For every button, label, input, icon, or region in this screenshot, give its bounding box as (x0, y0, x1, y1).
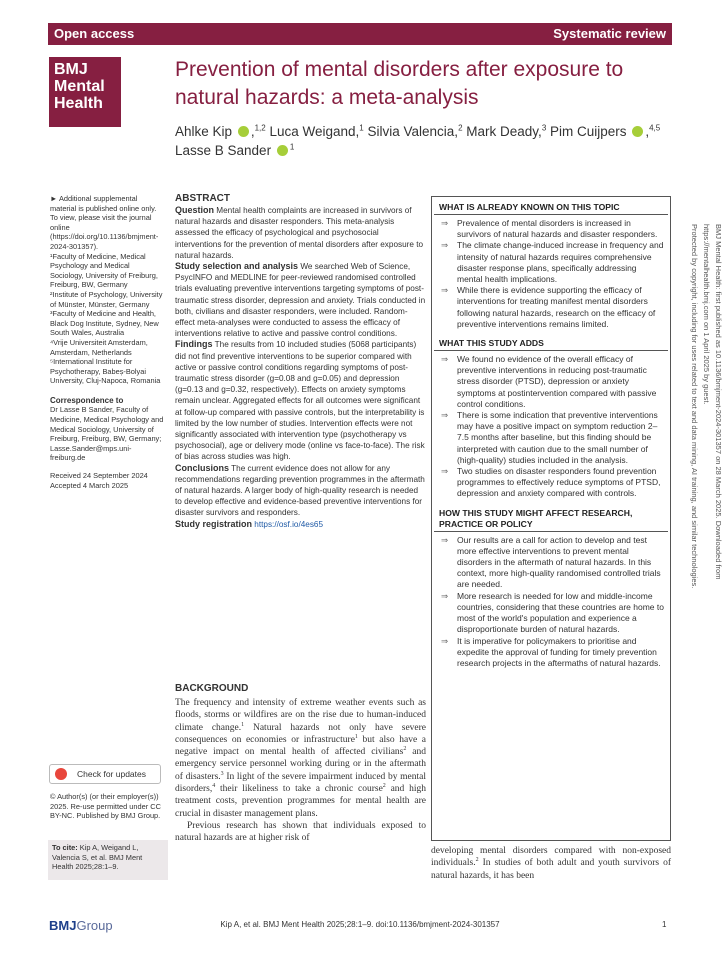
adds-list (434, 354, 668, 500)
list-item: ⇒ More research is needed for low and middle-income countries, considering that these countries are home to most of the world's population and experience a disproportionate burden of natural hazards. (434, 591, 668, 636)
list-item: ⇒ We found no evidence of the overall efficacy of preventive interventions in reducing post-traumatic stress disorder (PTSD), depression or anxiety symptoms at postintervention compared with passive control conditions. (434, 354, 668, 410)
list-item: ⇒ It is imperative for policymakers to prioritise and expedite the approval of funding for timely prevention research projects in the aftermaths of natural hazards. (434, 636, 668, 670)
received-date: Received 24 September 2024 (50, 471, 148, 481)
author-name: Silvia Valencia, (367, 124, 459, 139)
top-banner (48, 23, 672, 45)
author-affiliation: 1 (359, 123, 364, 133)
update-badge-icon (55, 768, 67, 780)
citation-ref: 2 (475, 857, 479, 864)
section-text: We searched Web of Science, PsycINFO and MEDLINE for peer-reviewed randomised controlled trials evaluating preventive interventions targeting symptoms of post-traumatic stress disorder, depression and anxiety. Trials conducted in both, civilians and disaster responders, were included. Random-effect meta-analyses were conducted to assess the efficacy of interventions relative to active and passive control conditions. (175, 262, 426, 339)
logo-text: Group (76, 918, 113, 933)
text-run: and emergency service personnel working during or in the aftermath of disasters. (175, 747, 427, 782)
author-affiliation: 3 (541, 123, 547, 133)
vertical-margin-note (690, 224, 724, 604)
to-cite-label: To cite: (52, 843, 78, 852)
citation-ref: 4 (212, 782, 216, 789)
copyright-notice: © Author(s) (or their employer(s)) 2025. Re-use permitted under CC BY-NC. Published by BMJ Group. (50, 792, 161, 821)
author-affiliation: 2 (458, 123, 463, 133)
affiliation: ⁴Vrije Universiteit Amsterdam, Amsterdam, Netherlands (50, 337, 148, 357)
accepted-date: Accepted 4 March 2025 (50, 480, 129, 490)
correspondence-heading: Correspondence to (50, 395, 124, 405)
text-run: their likeliness to take a chronic course (215, 784, 383, 795)
list-item: ⇒ Our results are a call for action to develop and test more effective interventions to prevent mental disorders in the aftermath of natural hazards. In this context, more high-quality randomised controlled trials are needed. (434, 535, 668, 591)
correspondence-text: Dr Lasse B Sander, Faculty of Medicine, Medical Psychology and Medical Sociology, University of Freiburg, Freiburg, BW, Germany; Lasse.Sander@mps.uni-freiburg.de (50, 405, 164, 463)
author-affiliation: 4,5 (649, 123, 661, 133)
footer-citation: Kip A, et al. BMJ Ment Health 2025;28:1–9. doi:10.1136/bmjment-2024-301357 (220, 920, 500, 929)
body-paragraph: Previous research has shown that individuals exposed to natural hazards are at higher risk of (175, 820, 426, 844)
box-heading: WHAT THIS STUDY ADDS (434, 336, 668, 351)
list-item: ⇒ Two studies on disaster responders found prevention programmes to effectively reduce symptoms of PTSD, depression and anxiety compared with controls. (434, 466, 668, 500)
section-label: Study registration (175, 518, 253, 529)
text-run: Natural hazards not only have severe consequences on economies or infrastructure (175, 722, 427, 745)
body-paragraph (175, 697, 426, 820)
check-updates-label: Check for updates (77, 769, 146, 779)
open-access-label: Open access (54, 26, 135, 41)
list-item: ⇒ The climate change-induced increase in frequency and intensity of natural hazards requires comprehensive disaster response plans, specifically addressing mental health implications. (434, 240, 668, 285)
to-cite-box (48, 840, 168, 880)
text-run: The frequency and intensity of extreme weather events such as floods, storms or wildfires are on the rise due to human-induced climate change. (175, 698, 426, 733)
check-for-updates-button[interactable] (49, 764, 161, 784)
right-column-text (431, 845, 671, 882)
affiliation: ²Institute of Psychology, University of Münster, Münster, Germany (50, 289, 163, 309)
affiliation: ³Faculty of Medicine and Health, Black Dog Institute, Sydney, New South Wales, Australia (50, 309, 159, 338)
page-number: 1 (662, 920, 667, 929)
section-label: Study selection and analysis (175, 261, 299, 272)
author-name: Lasse B Sander (175, 143, 272, 158)
affiliation: ¹Faculty of Medicine, Medical Psychology and Medical Sociology, University of Freiburg, Freiburg, BW, Germany (50, 251, 158, 290)
text-run: In studies of both adult and youth survivors of natural hazards, it has been (431, 858, 671, 881)
abstract-question (175, 205, 426, 261)
affect-list (434, 535, 668, 669)
text-run: but also have a negative impact on mental health of affected civilians (175, 734, 426, 758)
background-section (175, 683, 426, 845)
background-heading: BACKGROUND (175, 683, 249, 694)
logo-line: Mental (54, 78, 105, 95)
orcid-icon[interactable] (632, 126, 643, 137)
orcid-icon[interactable] (238, 126, 249, 137)
box-heading: WHAT IS ALREADY KNOWN ON THIS TOPIC (434, 200, 668, 215)
abstract-findings (175, 339, 426, 462)
abstract-registration (175, 519, 426, 530)
author-list: Ahlke Kip ,$^{1,2}$ Luca Weigand,$^1$ Silvia Valencia,$^2$ Mark Deady,$^3$ Pim Cuijpers ,$^{4,5}$ Lasse B Sander $^1$ (175, 123, 661, 158)
abstract-heading: ABSTRACT (175, 193, 230, 204)
author-name: Pim Cuijpers (550, 124, 627, 139)
section-text: The results from 10 included studies (5068 participants) did not find preventive interventions to be superior compared with active or passive control conditions regarding symptoms of post-traumatic stress disorder (g=0.08 and g=0.05) and depression (g=0.13 and g=0.32, respectively). Effects on anxiety symptoms remain unclear. Aggregated effects for all outcomes were significant at follow-up compared with passive controls, but the interpretability is limited by the low number of studies. Intervention effects were not significantly associated with intervention type (psychotherapy vs psychosocial), age or delivery mode (online vs face-to-face). The risk of bias across studies was high. (175, 340, 425, 462)
known-list (434, 218, 668, 330)
left-sidebar (50, 194, 164, 490)
citation-ref: 2 (403, 746, 407, 753)
citation-ref: 1 (241, 721, 245, 728)
section-text: The current evidence does not allow for any recommendations regarding prevention programmes in the aftermath of natural hazards. A larger body of high-quality research is needed to develop effective and evidence-based preventive interventions for disaster survivors and responders. (175, 463, 425, 518)
author-affiliation: 1,2 (254, 123, 266, 133)
orcid-icon[interactable] (277, 145, 288, 156)
citation-ref: 1 (354, 733, 358, 740)
citation-ref: 3 (220, 770, 224, 777)
article-type-label: Systematic review (553, 26, 666, 41)
author-affiliation: 1 (289, 142, 295, 152)
author-name: Ahlke Kip (175, 124, 233, 139)
author-name: Mark Deady, (466, 124, 542, 139)
text-run: developing mental disorders compared with non-exposed individuals. (431, 846, 671, 869)
to-cite-text: Kip A, Weigand L, Valencia S, et al. BMJ Ment Health 2025;28:1–9. (52, 843, 143, 872)
citation-ref: 2 (382, 782, 386, 789)
abstract-selection (175, 261, 426, 339)
margin-line: BMJ Mental Health: first published as 10.1136/bmjment-2024-301357 on 28 March 2025. Downloaded from https://mentalhealth.bmj.com on 1 April 2025 by guest. (702, 224, 723, 580)
text-run: and high treatment costs, prevention programmes for mental health are crucial in disaster management plans. (175, 784, 426, 819)
affiliation: ⁵International Institute for Psychotherapy, Babeș-Bolyai University, Cluj-Napoca, Romania (50, 357, 161, 386)
section-label: Question (175, 205, 215, 215)
abstract-section (175, 193, 426, 530)
article-title: Prevention of mental disorders after exposure to natural hazards: a meta-analysis (175, 58, 624, 109)
section-label: Findings (175, 339, 213, 350)
logo-text: BMJ (49, 918, 77, 933)
margin-line: Protected by copyright, including for uses related to text and data mining, AI training, and similar technologies. (690, 224, 699, 589)
logo-line: BMJ (54, 61, 88, 78)
list-item: ⇒ Prevalence of mental disorders is increased in survivors of natural hazards and disaster responders. (434, 218, 668, 240)
supplemental-note: ► Additional supplemental material is published online only. To view, please visit the journal online (https://doi.org/10.1136/bmjment-2024-301357). (50, 194, 159, 251)
section-label: Conclusions (175, 462, 230, 473)
journal-logo (49, 57, 121, 127)
list-item: ⇒ While there is evidence supporting the efficacy of interventions for treating manifest mental disorders following natural hazards, research on the efficacy of preventive interventions remains limited. (434, 285, 668, 330)
abstract-conclusions (175, 463, 426, 519)
box-heading: HOW THIS STUDY MIGHT AFFECT RESEARCH, PRACTICE OR POLICY (434, 506, 668, 532)
registration-link[interactable]: https://osf.io/4es65 (254, 519, 324, 529)
author-name: Luca Weigand, (269, 124, 360, 139)
text-run: In light of the severe impairment induced by mental disorders, (175, 771, 426, 795)
list-item: ⇒ There is some indication that preventive interventions may have a positive impact on symptom reduction 2–7.5 months after baseline, but this finding should be interpreted with caution due to the small number of (high-quality) studies included in the analysis. (434, 410, 668, 466)
section-text: Mental health complaints are increased in survivors of natural hazards and disaster responders. This meta-analysis assessed the efficacy of psychological and psychosocial interventions for the prevention of mental disorders after exposure to natural hazards. (175, 206, 424, 260)
key-messages-box (431, 196, 671, 841)
logo-line: Health (54, 95, 103, 112)
